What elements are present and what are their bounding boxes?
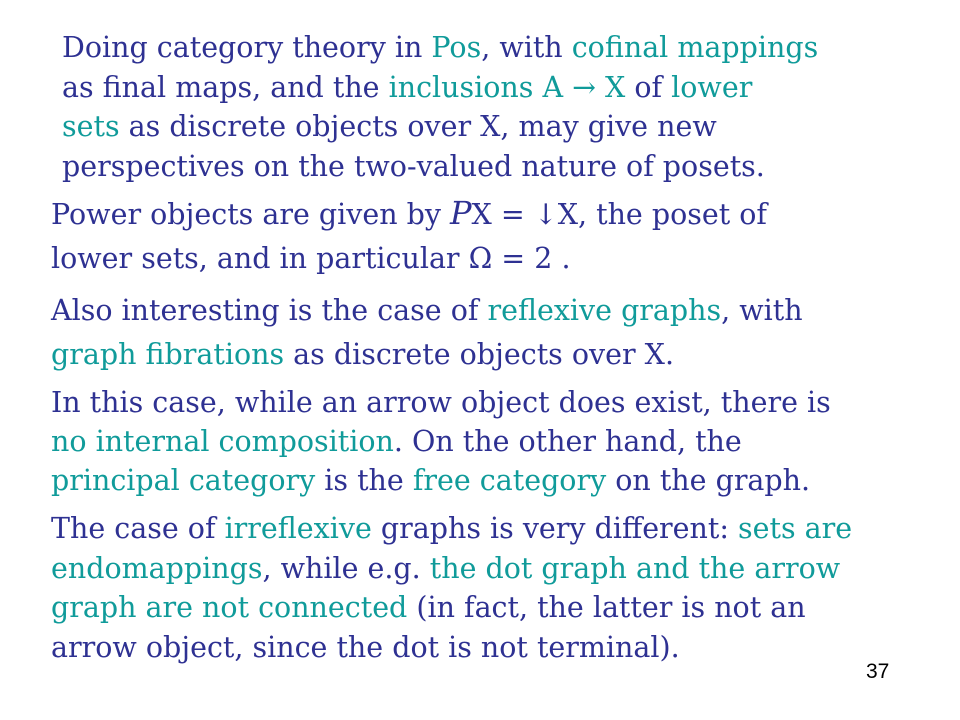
text-line (51, 191, 767, 237)
highlighted-term: irreflexive (224, 512, 372, 545)
text-run: . On the other hand, the (393, 425, 742, 458)
text-line (51, 549, 852, 589)
text-line (51, 383, 831, 422)
page-number: 37 (866, 660, 890, 683)
paragraph-reflexive-graphs (51, 289, 803, 377)
text-run: X = ↓X, the poset of (471, 198, 767, 231)
highlighted-term: inclusions A → X (388, 70, 626, 104)
text-run: as final maps, and the (62, 70, 389, 104)
text-run: Also interesting is the case of (51, 294, 488, 327)
text-run: perspectives on the two-valued nature of posets. (62, 149, 765, 183)
highlighted-term: no internal composition (51, 425, 394, 458)
paragraph-power-objects (51, 191, 767, 281)
text-run: P (450, 194, 472, 232)
text-line (62, 147, 818, 187)
highlighted-term: the dot graph and the arrow (429, 551, 841, 585)
text-line (51, 333, 803, 377)
text-run: , while e.g. (262, 551, 430, 585)
text-run: as discrete objects over X, may give new (119, 110, 717, 143)
text-run: lower sets, and in particular Ω = 2 . (51, 242, 571, 275)
text-run: In this case, while an arrow object does exist, there is (51, 386, 831, 419)
text-line (51, 461, 831, 500)
text-run: on the graph. (606, 464, 811, 497)
paragraph-irreflexive-graphs (51, 509, 852, 667)
text-run: is the (315, 464, 413, 497)
highlighted-term: sets (62, 110, 120, 143)
text-line (51, 588, 852, 628)
text-run: The case of (51, 512, 225, 545)
text-run: , with (721, 294, 803, 327)
text-run: arrow object, since the dot is not terminal). (51, 630, 680, 664)
text-run: Doing category theory in (62, 31, 432, 64)
text-line (62, 68, 818, 108)
text-line (51, 509, 852, 549)
text-run: (in fact, the latter is not an (407, 591, 806, 624)
highlighted-term: reflexive graphs (487, 294, 722, 327)
text-run: as discrete objects over X. (284, 338, 675, 371)
highlighted-term: sets are (738, 512, 853, 545)
highlighted-term: free category (412, 464, 607, 497)
text-run: , with (481, 31, 572, 64)
highlighted-term: graph are not connected (51, 591, 408, 624)
text-line (51, 628, 852, 668)
text-run: Power objects are given by (51, 198, 451, 231)
highlighted-term: cofinal mappings (571, 31, 819, 64)
highlighted-term: graph fibrations (51, 338, 285, 371)
text-line (62, 28, 818, 68)
text-line (51, 237, 767, 281)
highlighted-term: Pos (431, 31, 482, 64)
text-run: of (625, 70, 672, 104)
paragraph-pos-category (62, 28, 818, 186)
highlighted-term: principal category (51, 464, 316, 497)
text-line (62, 107, 818, 147)
text-run: graphs is very different: (371, 512, 739, 545)
text-line (51, 422, 831, 461)
text-line (51, 289, 803, 333)
highlighted-term: lower (671, 70, 753, 104)
paragraph-arrow-object (51, 383, 831, 500)
highlighted-term: endomappings (51, 551, 263, 585)
